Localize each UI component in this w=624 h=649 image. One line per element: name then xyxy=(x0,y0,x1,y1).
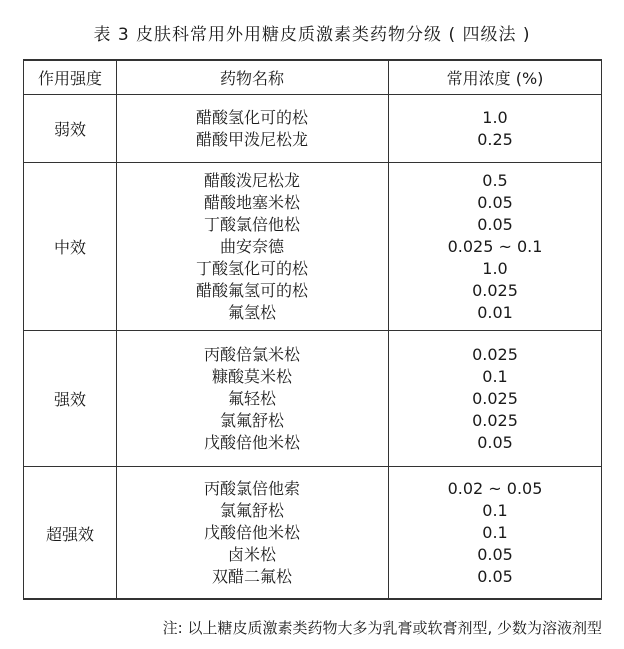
drug-list-strong xyxy=(116,331,388,466)
concentration-value: 1.0 xyxy=(482,107,508,127)
header-strength: 作用强度 xyxy=(37,69,102,88)
concentration-value: 1.0 xyxy=(482,258,508,278)
drug-name: 丙酸氯倍他索 xyxy=(203,479,300,498)
drug-name: 丁酸氯倍他松 xyxy=(203,214,300,234)
drug-name: 戊酸倍他米松 xyxy=(203,432,300,452)
drug-name: 氟轻松 xyxy=(227,388,276,408)
concentration-value: 0.1 xyxy=(482,523,508,542)
concentration-value: 0.05 xyxy=(477,192,513,212)
concentration-value: 0.025 ~ 0.1 xyxy=(447,236,543,256)
header-concentration: 常用浓度 (%) xyxy=(446,69,544,88)
drug-list-super-strong xyxy=(116,467,388,599)
concentration-value: 0.05 xyxy=(477,432,513,452)
strength-medium: 中效 xyxy=(53,238,86,257)
header-drug-name: 药物名称 xyxy=(219,69,284,88)
concentration-value: 0.05 xyxy=(477,214,513,234)
concentration-list-strong xyxy=(388,331,602,466)
concentration-value: 0.025 xyxy=(472,388,518,408)
drug-name: 醋酸氟氢可的松 xyxy=(195,280,308,300)
concentration-value: 0.025 xyxy=(472,344,518,364)
drug-name: 曲安奈德 xyxy=(219,236,284,256)
classification-table xyxy=(23,59,602,600)
concentration-value: 0.01 xyxy=(477,302,513,322)
drug-name: 戊酸倍他米松 xyxy=(203,523,300,542)
concentration-value: 0.5 xyxy=(482,170,508,190)
drug-list-weak xyxy=(116,95,388,162)
concentration-value: 0.05 xyxy=(477,567,513,586)
drug-name: 醋酸甲泼尼松龙 xyxy=(195,129,308,149)
concentration-value: 0.05 xyxy=(477,545,513,564)
concentration-value: 0.25 xyxy=(477,129,513,149)
drug-name: 氟氢松 xyxy=(227,302,276,322)
drug-name: 氯氟舒松 xyxy=(219,410,284,430)
strength-super-strong: 超强效 xyxy=(45,524,94,544)
drug-name: 丙酸倍氯米松 xyxy=(203,344,300,364)
drug-name: 丁酸氢化可的松 xyxy=(195,258,308,278)
concentration-value: 0.1 xyxy=(482,501,508,520)
table-footnote: 注: 以上糖皮质激素类药物大多为乳膏或软膏剂型, 少数为溶液剂型 xyxy=(162,619,602,637)
concentration-list-medium xyxy=(388,163,602,330)
drug-name: 醋酸氢化可的松 xyxy=(195,107,308,127)
drug-name: 卤米松 xyxy=(227,545,276,564)
strength-weak: 弱效 xyxy=(53,120,86,139)
drug-name: 糠酸莫米松 xyxy=(211,366,292,386)
concentration-value: 0.02 ~ 0.05 xyxy=(447,479,543,498)
strength-strong: 强效 xyxy=(53,390,86,409)
concentration-value: 0.025 xyxy=(472,410,518,430)
concentration-value: 0.1 xyxy=(482,366,508,386)
concentration-list-super-strong xyxy=(388,467,602,599)
drug-name: 氯氟舒松 xyxy=(219,501,284,520)
drug-name: 双醋二氟松 xyxy=(211,567,292,586)
drug-list-medium xyxy=(116,163,388,330)
drug-name: 醋酸泼尼松龙 xyxy=(203,170,300,190)
drug-name: 醋酸地塞米松 xyxy=(203,192,300,212)
concentration-value: 0.025 xyxy=(472,280,518,300)
concentration-list-weak xyxy=(388,95,602,162)
table-title: 表 3 皮肤科常用外用糖皮质激素类药物分级 ( 四级法 ) xyxy=(93,25,531,45)
